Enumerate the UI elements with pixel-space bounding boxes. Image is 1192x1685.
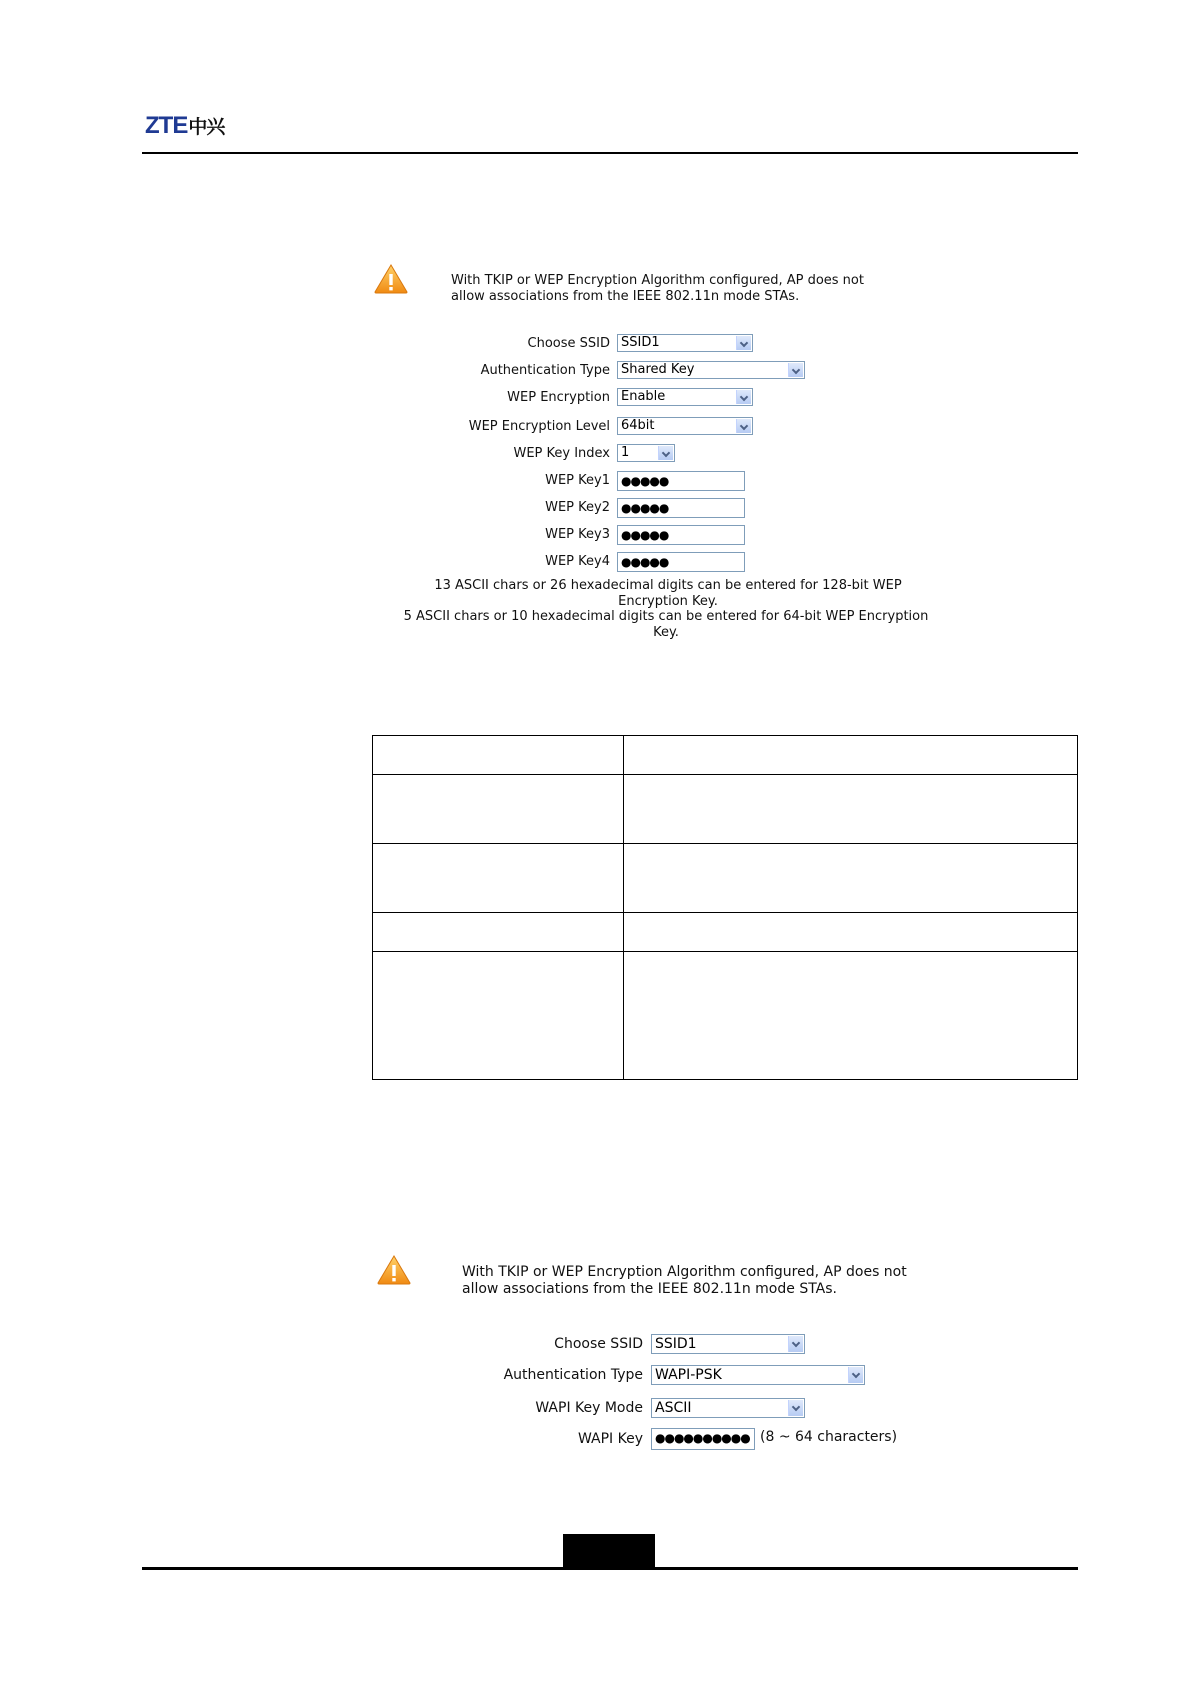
wapi-key-mode-value: ASCII [655, 1400, 692, 1416]
wep-key-index-value: 1 [621, 445, 630, 460]
auth-type-select[interactable] [651, 1365, 865, 1385]
table-cell [373, 952, 624, 1080]
chevron-down-icon [736, 336, 751, 350]
wapi-key-mode-select[interactable] [651, 1398, 805, 1418]
note-128bit: 13 ASCII chars or 26 hexadecimal digits can be entered for 128-bit WEP Encryption Key. [434, 578, 902, 609]
wep-encryption-select[interactable] [617, 388, 753, 406]
table-row [373, 736, 1078, 775]
page-number-box [563, 1534, 655, 1568]
wep-encryption-value: Enable [621, 389, 666, 404]
chevron-down-icon [788, 1336, 803, 1352]
table-cell [373, 736, 624, 775]
table-cell [624, 913, 1078, 952]
wapi-key-label: WAPI Key [577, 1431, 643, 1447]
wep-level-value: 64bit [621, 418, 655, 433]
wep-key3-input[interactable]: ●●●●● [617, 525, 745, 545]
parameter-table [372, 735, 1078, 1080]
chevron-down-icon [788, 1400, 803, 1416]
auth-type-value: WAPI-PSK [655, 1367, 722, 1383]
choose-ssid-value: SSID1 [655, 1336, 697, 1352]
wep-key-index-label: WEP Key Index [513, 446, 610, 461]
wep-key4-label: WEP Key4 [545, 554, 610, 569]
choose-ssid-label: Choose SSID [527, 336, 610, 351]
warning-icon [377, 1255, 411, 1285]
table-cell [624, 736, 1078, 775]
warning-line-1: With TKIP or WEP Encryption Algorithm configured, AP does not [451, 273, 864, 288]
table-row [373, 844, 1078, 913]
chevron-down-icon [736, 390, 751, 404]
table-row [373, 775, 1078, 844]
warning-line-2: allow associations from the IEEE 802.11n mode STAs. [451, 289, 800, 304]
table-cell [373, 775, 624, 844]
table-cell [624, 952, 1078, 1080]
table-cell [624, 775, 1078, 844]
warning-icon [374, 264, 408, 294]
chevron-down-icon [736, 419, 751, 433]
wep-key2-input[interactable]: ●●●●● [617, 498, 745, 518]
note-64bit: 5 ASCII chars or 10 hexadecimal digits can be entered for 64-bit WEP Encryption Key. [403, 609, 929, 640]
table-row [373, 913, 1078, 952]
zte-logo [145, 112, 224, 140]
warning-line-1: With TKIP or WEP Encryption Algorithm configured, AP does not [462, 1264, 907, 1280]
wapi-key-hint: (8 ~ 64 characters) [760, 1429, 898, 1445]
header-rule [142, 152, 1078, 154]
table-cell [373, 913, 624, 952]
chevron-down-icon [658, 446, 673, 460]
logo-cn: 中兴 [188, 117, 225, 138]
auth-type-value: Shared Key [621, 362, 695, 377]
wapi-key-input[interactable]: ●●●●●●●●●● [651, 1428, 755, 1450]
auth-type-select[interactable] [617, 361, 805, 379]
wep-key4-input[interactable]: ●●●●● [617, 552, 745, 572]
table-cell [373, 844, 624, 913]
wep-key-index-select[interactable] [617, 444, 675, 462]
auth-type-label: Authentication Type [503, 1367, 643, 1383]
warning-text [451, 273, 864, 305]
wep-key1-input[interactable]: ●●●●● [617, 471, 745, 491]
wep-key1-label: WEP Key1 [545, 473, 610, 488]
choose-ssid-select[interactable] [617, 334, 753, 352]
wep-key2-label: WEP Key2 [545, 500, 610, 515]
logo-latin: ZTE [145, 112, 188, 139]
auth-type-label: Authentication Type [480, 363, 610, 378]
wapi-key-mode-label: WAPI Key Mode [535, 1400, 643, 1416]
warning-line-2: allow associations from the IEEE 802.11n mode STAs. [462, 1281, 837, 1297]
choose-ssid-value: SSID1 [621, 335, 660, 350]
warning-text [462, 1264, 907, 1298]
wep-encryption-label: WEP Encryption [507, 390, 610, 405]
table-cell [624, 844, 1078, 913]
footer-rule [142, 1567, 1078, 1570]
wep-level-label: WEP Encryption Level [468, 419, 610, 434]
wep-level-select[interactable] [617, 417, 753, 435]
choose-ssid-select[interactable] [651, 1334, 805, 1354]
table-row [373, 952, 1078, 1080]
chevron-down-icon [788, 363, 803, 377]
chevron-down-icon [848, 1367, 863, 1383]
choose-ssid-label: Choose SSID [554, 1336, 643, 1352]
wep-key3-label: WEP Key3 [545, 527, 610, 542]
